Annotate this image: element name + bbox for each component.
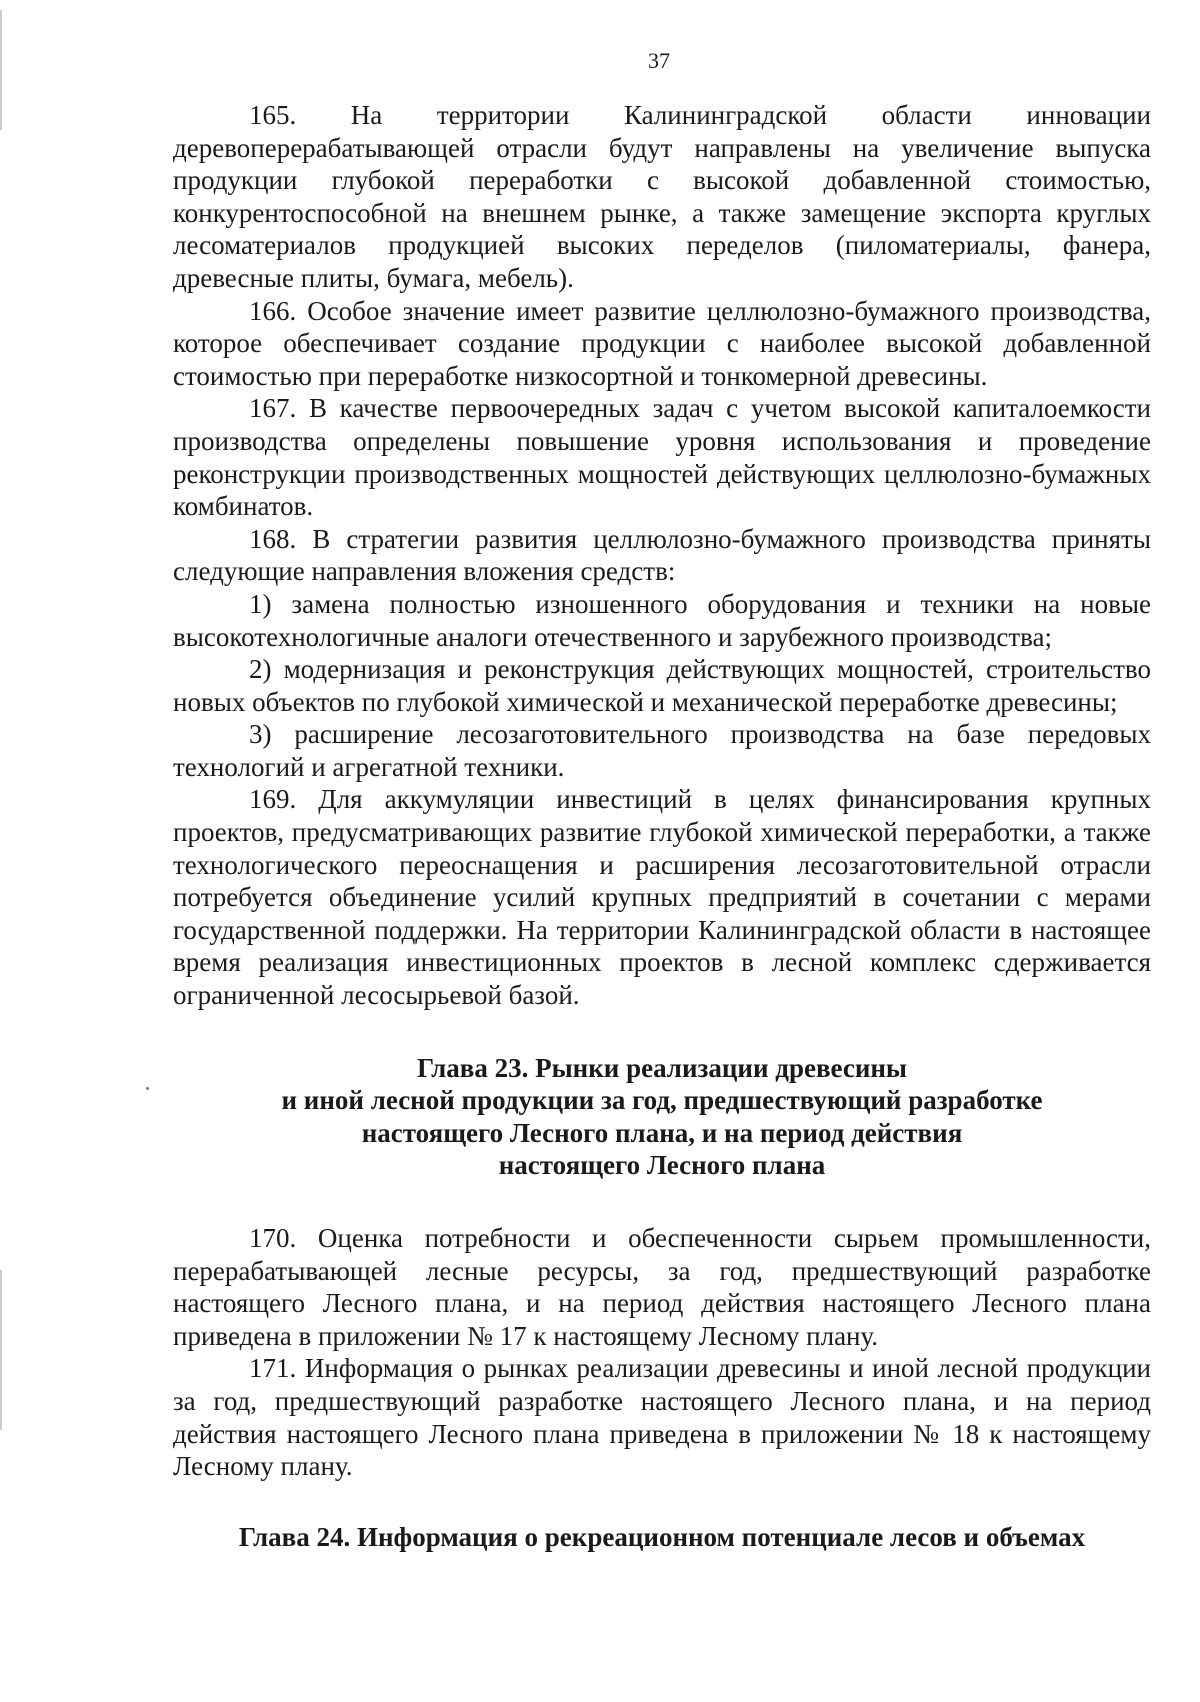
scan-edge-mark: [0, 1270, 2, 1430]
paragraph-165: 165. На территории Калининградской области инновации деревоперерабатывающей отрасли будут направлены на увеличение выпуска продукции глубокой переработки с высокой добавленной стоимостью, конкурентоспособной на внешнем рынке, а также замещение экспорта круглых лесоматериалов продукцией высоких переделов (пиломатериалы, фанера, древесные плиты, бумага, мебель).: [173, 100, 1151, 293]
paragraph-168: 168. В стратегии развития целлюлозно-бумажного производства приняты следующие направления вложения средств:: [173, 523, 1151, 587]
paragraph-166: 166. Особое значение имеет развитие целлюлозно-бумажного производства, которое обеспечивает создание продукции с наиболее высокой добавленной стоимостью при переработке низкосортной и тонкомерной древесины.: [173, 295, 1151, 391]
paragraph-167: 167. В качестве первоочередных задач с учетом высокой капиталоемкости производства определены повышение уровня использования и проведение реконструкции производственных мощностей действующих целлюлозно-бумажных комбинатов.: [173, 393, 1151, 522]
page-body: [173, 99, 1151, 1553]
paragraph-169: 169. Для аккумуляции инвестиций в целях финансирования крупных проектов, предусматривающих развитие глубокой химической переработки, а также технологического переоснащения и расширения лесозаготовительной отрасли потребуется объединение усилий крупных предприятий в сочетании с мерами государственной поддержки. На территории Калининградской области в настоящее время реализация инвестиционных проектов в лесной комплекс сдерживается ограниченной лесосырьевой базой.: [173, 784, 1151, 1011]
list-item-2: 2) модернизация и реконструкция действующих мощностей, строительство новых объектов по глубокой химической и механической переработке древесины;: [173, 654, 1151, 717]
chapter-23-line-1: Глава 23. Рынки реализации древесины: [416, 1052, 908, 1083]
scan-edge-mark: [0, 10, 2, 130]
chapter-23-heading: [173, 1052, 1151, 1182]
paragraph-171: 171. Информация о рынках реализации древесины и иной лесной продукции за год, предшествующий разработке настоящего Лесного плана, и на период действия настоящего Лесного плана приведена в приложении № 18 к настоящему Лесному плану.: [173, 1353, 1151, 1482]
chapter-23-line-4: настоящего Лесного плана: [498, 1150, 826, 1181]
paragraph-170: 170. Оценка потребности и обеспеченности сырьем промышленности, перерабатывающей лесные ресурсы, за год, предшествующий разработке настоящего Лесного плана, и на период действия настоящего Лесного плана приведена в приложении № 17 к настоящему Лесному плану.: [173, 1223, 1151, 1351]
list-item-1: 1) замена полностью изношенного оборудования и техники на новые высокотехнологичные аналоги отечественного и зарубежного производства;: [173, 588, 1151, 652]
scan-speck: [146, 1087, 149, 1090]
page-number: 37: [648, 48, 670, 73]
chapter-23-line-3: настоящего Лесного плана, и на период действия: [361, 1117, 963, 1148]
list-item-3: 3) расширение лесозаготовительного производства на базе передовых технологий и агрегатной техники.: [173, 719, 1151, 782]
chapter-23-line-2: и иной лесной продукции за год, предшествующий разработке: [281, 1085, 1043, 1116]
chapter-24-heading: Глава 24. Информация о рекреационном потенциале лесов и объемах: [238, 1521, 1086, 1552]
